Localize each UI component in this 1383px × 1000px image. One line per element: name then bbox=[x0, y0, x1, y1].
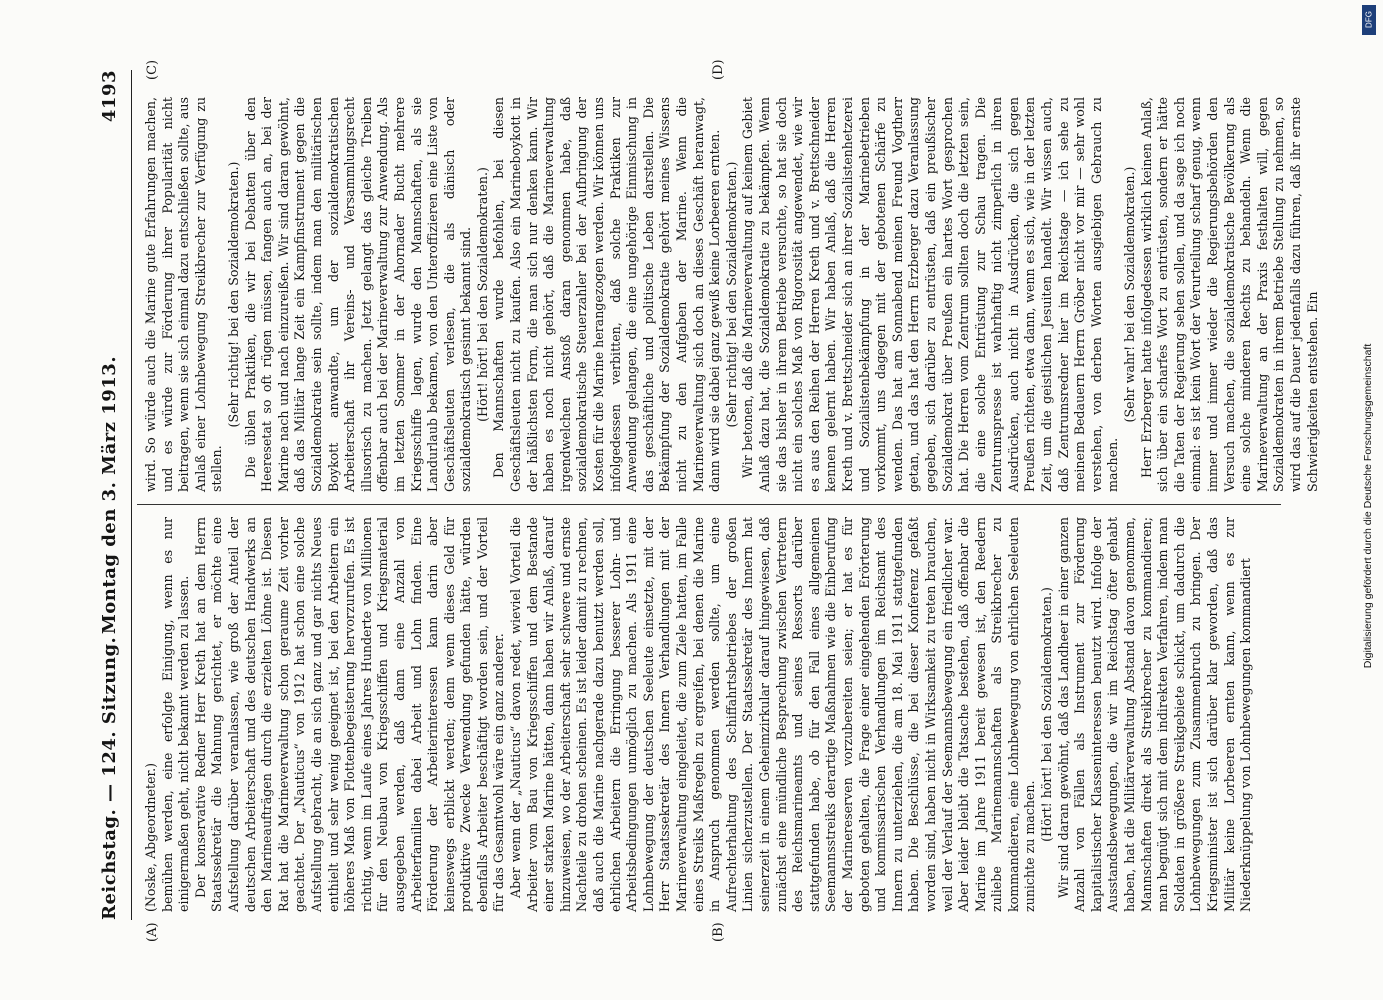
speaker-attribution: (Noske, Abgeordneter.) bbox=[143, 762, 158, 912]
interjection: (Sehr wahr! bei den Sozialdemokraten.) bbox=[1122, 166, 1138, 423]
interjection: (Sehr richtig! bei den Sozialdemokraten.) bbox=[225, 161, 241, 428]
paragraph: bemühen werden, eine erfolgte Einigung, wenn es nur einigermaßen geht, nicht bekannt werden zu lassen. bbox=[159, 517, 192, 912]
header-left: Reichstag. — 124. Sitzung. bbox=[99, 636, 120, 920]
margin-marker-c: (C) bbox=[145, 59, 160, 80]
interjection: (Hört! hört! bei den Sozialdemokraten.) bbox=[1039, 587, 1055, 842]
header-center: Montag den 3. März 1913. bbox=[99, 355, 120, 635]
paragraph: Wir sind daran gewöhnt, daß das Landheer in einer ganzen Anzahl von Fällen als Instrument zur Förderung kapitalistischer Klasseninteressen benutzt wird. Infolge der Ausstandsbewegungen, die wir im Reichstag öfter gehabt haben, hat die Militärverwaltung Abstand davon genommen, Mannschaften direkt als Streikbrecher zu kommandieren; man begnügt sich mit dem indirekten Verfahren, indem man Soldaten in größere Streikgebiete schickt, um dadurch die Lohnbewegungen zum Zusammenbruch zu bringen. Der Kriegsminister ist sich darüber klar geworden, daß das Militär keine Lorbeeren ernten kann, wenn es zur Niederknüppelung von Lohnbewegungen kommandiert bbox=[1055, 517, 1254, 912]
paragraph: wird. So würde auch die Marine gute Erfahrungen machen, und es würde zur Förderung ihrer Popularität nicht beitragen, wenn sie sich einmal dazu entschließen sollte, aus Anlaß einer Lohnbewegung Streikbrecher zur Verfügung zu stellen. bbox=[143, 97, 225, 492]
page-header bbox=[99, 70, 127, 920]
text-column-left bbox=[143, 517, 1281, 912]
page-number: 4193 bbox=[99, 70, 120, 123]
paragraph: Aber wenn der „Nauticus“ davon redet, wieviel Vorteil die Arbeiter vom Bau von Kriegsschiffen und dem Bestande einer starken Marine hätten, dann haben wir Anlaß, darauf hinzuweisen, wo der Arbeiterschaft sehr schwere und ernste Nachteile zu drohen scheinen. Es ist leider damit zu rechnen, daß auch die Marine nachgerade dazu benutzt werden soll, ehrlichen Arbeitern die Erringung besserer Lohn- und Arbeitsbedingungen unmöglich zu machen. Als 1911 eine Lohnbewegung der deutschen Seeleute einsetzte, mit der Herr Staatssekretär des Innern Verhandlungen mit der Marineverwaltung eingeleitet, die zum Ziele hatten, im Falle eines Streiks Maßregeln zu ergreifen, bei denen die Marine in Anspruch genommen werden sollte, um eine Aufrechterhaltung des Schiffahrtsbetriebes der großen Linien sicherzustellen. Der Staatssekretär des Innern hat seinerzeit in einem Geheimzirkular darauf hingewiesen, daß zunächst eine mündliche Besprechung zwischen Vertretern des Reichsmarineamts und seines Ressorts darüber stattgefunden habe, ob für den Fall eines allgemeinen Seemannsstreiks derartige Maßnahmen wie die Einberufung der Marinereserven vorzubereiten seien; er hat es für geboten gehalten, die Frage einer eingehenden Erörterung und kommissarischen Verhandlungen im Reichsamt des Innern zu unterziehen, die am 18. Mai 1911 stattgefunden haben. Die Beschlüsse, die bei dieser Konferenz gefaßt worden sind, haben nicht in Wirksamkeit zu treten brauchen, weil der Verlauf der Seemannsbewegung ein friedlicher war. Aber leider bleibt die Tatsache bestehen, daß offenbar die Marine im Jahre 1911 bereit gewesen ist, den Reedern zuliebe Marinemannschaften als Streikbrecher zu kommandieren, eine Lohnbewegung von ehrlichen Seeleuten zunichte zu machen. bbox=[508, 517, 1038, 912]
interjection: (Hört! hört! bei den Sozialdemokraten.) bbox=[474, 167, 490, 422]
paragraph: Die üblen Praktiken, die wir bei Debatten über den Heeresetat so oft rügen müssen, fangen auch an, bei der Marine nach und nach einzureißen. Wir sind daran gewöhnt, daß das Militär lange Zeit ein Kampfinstrument gegen die Sozialdemokratie sein sollte, indem man den militärischen Boykott anwandte, um der sozialdemokratischen Arbeiterschaft ihr Vereins- und Versammlungsrecht illusorisch zu machen. Jetzt gelangt das gleiche Treiben offenbar auch bei der Marineverwaltung zur Anwendung. Als im letzten Sommer in der Ahornader Bucht mehrere Kriegsschiffe lagen, wurde den Mannschaften, als sie Landurlaub bekamen, von den Unteroffizieren eine Liste von Geschäftsleuten verlesen, die als dänisch oder sozialdemokratisch gesinnt bekannt sind. bbox=[242, 97, 474, 492]
dfg-logo: DFG bbox=[1362, 5, 1376, 35]
paragraph: Herr Erzberger hatte infolgedessen wirklich keinen Anlaß, sich über ein scharfes Wort zu entrüsten, sondern er hätte die Taten der Regierung sehen sollen, und da sage ich noch einmal: es ist kein Wort der Verurteilung scharf genug, wenn immer und immer wieder die Regierungsbehörden den Versuch machen, die sozialdemokratische Bevölkerung als eine solche minderen Rechts zu behandeln. Wenn die Marineverwaltung an der Praxis festhalten will, gegen Sozialdemokraten in ihrem Betriebe Stellung zu nehmen, so wird das auf die Dauer jedenfalls dazu führen, daß ihr ernste Schwierigkeiten entstehen. Ein bbox=[1138, 97, 1320, 492]
digitization-note: Digitalisierung gefördert durch die Deutsche Forschungsgemeinschaft bbox=[1362, 343, 1374, 669]
paragraph: Den Mannschaften wurde befohlen, bei diesen Geschäftsleuten nicht zu kaufen. Also ein Marineboykott in der häßlichsten Form, die man sich nur denken kann. Wir haben es noch nicht gehört, daß die Marineverwaltung irgendwelchen Anstoß daran genommen habe, daß sozialdemokratische Steuerzahler bei der Aufbringung der Kosten für die Marine herangezogen werden. Wir können uns infolgedessen verbitten, daß solche Praktiken zur Anwendung gelangen, die eine ungehörige Einmischung in das geschäftliche und politische Leben darstellen. Die Bekämpfung der Sozialdemokratie gehört meines Wissens nicht zu den Aufgaben der Marine. Wenn die Marineverwaltung sich doch an dieses Geschäft heranwagt, dann wird sie dabei ganz gewiß keine Lorbeeren ernten. bbox=[491, 96, 723, 492]
text-column-right bbox=[143, 96, 1320, 492]
header-rule bbox=[131, 70, 132, 920]
rotated-page-content bbox=[71, 40, 1320, 960]
margin-marker-d: (D) bbox=[711, 59, 726, 80]
column-divider bbox=[137, 504, 1281, 505]
margin-marker-a: (A) bbox=[145, 922, 160, 942]
paragraph: Wir betonen, daß die Marineverwaltung auf keinem Gebiet Anlaß dazu hat, die Sozialdemokratie zu bekämpfen. Wenn sie das bisher in ihrem Betriebe versuchte, so hat sie doch nicht ein solches Maß von Rigorosität angewendet, wie wir es aus den Reihen der Herren Kreth und v. Brettschneider kennen gelernt haben. Wir haben Anlaß, daß die Herren Kreth und v. Brettschneider sich an ihrer Sozialistenhetzerei und Sozialistenbekämpfung in der Marinebetrieben vorkommt, uns dagegen mit der gebotenen Schärfe zu wenden. Das hat am Sonnabend meinen Freund Vogtherr getan, und das hat den Herrn Erzberger dazu Veranlassung gegeben, sich darüber zu entrüsten, daß ein preußischer Sozialdemokrat über Preußen ein hartes Wort gesprochen hat. Die Herren vom Zentrum sollten doch die letzten sein, die eine solche Entrüstung zur Schau tragen. Die Zentrumspresse ist wahrhaftig nicht zimperlich in ihren Ausdrücken, auch nicht in Ausdrücken, die sich gegen Preußen richten, etwa dann, wenn es sich, wie in der letzten Zeit, um die geistlichen Jesuiten handelt. Wir wissen auch, daß Zentrumsredner hier im Reichstage — ich sehe zu meinem Bedauern Herrn Gröber nicht vor mir — sehr wohl verstehen, von derben Worten ausgiebigen Gebrauch zu machen. bbox=[740, 97, 1121, 492]
paragraph: Der konservative Redner Herr Kreth hat an dem Herrn Staatssekretär die Mahnung gerichtet, er möchte eine Aufstellung darüber veranlassen, wie groß der Anteil der deutschen Arbeiterschaft und des deutschen Handwerks an den Marineaufträgen durch die erzielten Löhne ist. Diesen Rat hat die Marineverwaltung schon geraume Zeit vorher geachtet. Der „Nauticus“ von 1912 hat schon eine solche Aufstellung gebracht, die an sich ganz und gar nichts Neues enthielt und sehr wenig geeignet ist, bei den Arbeitern ein höheres Maß von Flottenbegeisterung hervorzurufen. Es ist richtig, wenn im Laufe eines Jahres Hunderte von Millionen für den Neubau von Kriegsschiffen und Kriegsmaterial ausgegeben werden, daß dann eine Anzahl von Arbeiterfamilien dabei Arbeit und Lohn finden. Eine Förderung der Arbeiterinteressen kann darin aber keineswegs erblickt werden; denn wenn dieses Geld für produktive Zwecke Verwendung gefunden hätte, würden ebenfalls Arbeiter beschäftigt worden sein, und der Vorteil für das Gesamtwohl wäre ein ganz anderer. bbox=[192, 517, 507, 912]
interjection: (Sehr richtig! bei den Sozialdemokraten.) bbox=[723, 161, 739, 428]
margin-marker-b: (B) bbox=[711, 922, 726, 942]
